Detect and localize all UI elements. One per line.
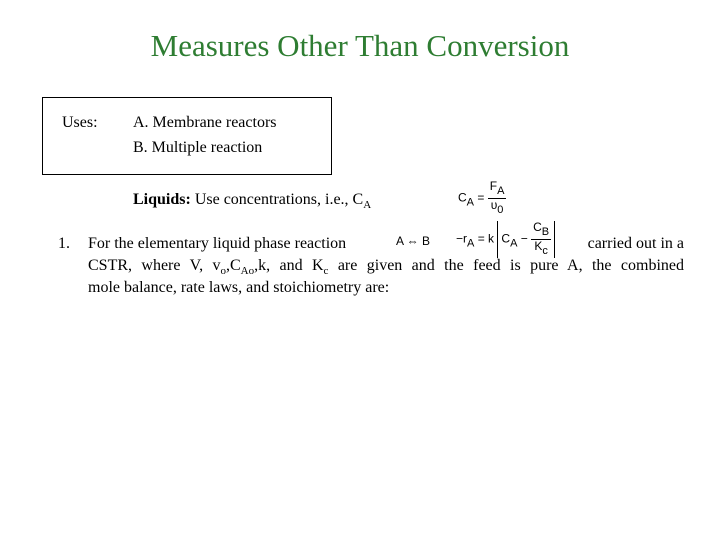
line2-part-c: ,k, and K bbox=[254, 257, 324, 274]
slide-title: Measures Other Than Conversion bbox=[150, 28, 570, 63]
line2-sub-c: c bbox=[323, 265, 329, 277]
rate-num-sub: B bbox=[541, 226, 550, 238]
problem-number: 1. bbox=[58, 235, 70, 252]
rate-fraction bbox=[531, 221, 551, 258]
ca-num: F bbox=[489, 179, 498, 193]
ca-den: υ bbox=[490, 198, 498, 212]
uses-box bbox=[42, 97, 332, 175]
uses-item-multiple: B. Multiple reaction bbox=[133, 139, 263, 156]
rate-equals-k: = k bbox=[477, 231, 495, 246]
problem-line-1-left: For the elementary liquid phase reaction bbox=[88, 235, 347, 252]
line2-part-a: CSTR, where V, v bbox=[88, 257, 221, 274]
ca-lhs-sub: A bbox=[466, 196, 475, 209]
uses-item-membrane: A. Membrane reactors bbox=[133, 114, 277, 131]
rate-ca: C bbox=[501, 231, 511, 246]
line2-part-d: are given and the feed is pure A, the combined bbox=[328, 257, 685, 274]
rate-law-equation bbox=[456, 221, 555, 258]
liquids-label: Liquids: bbox=[133, 191, 191, 208]
problem-line-3: mole balance, rate laws, and stoichiometry are: bbox=[88, 279, 390, 296]
ca-fraction bbox=[488, 180, 507, 217]
rate-ca-sub: A bbox=[510, 237, 518, 250]
rate-den-sub: c bbox=[542, 245, 548, 257]
liquids-text: Use concentrations, i.e., C bbox=[190, 191, 364, 208]
liquids-line bbox=[133, 191, 371, 211]
rate-bracket bbox=[497, 221, 555, 258]
line2-sub-o: o bbox=[220, 265, 226, 277]
concentration-equation bbox=[458, 180, 506, 217]
problem-line-1-right: carried out in a bbox=[587, 235, 684, 252]
ca-den-sub: 0 bbox=[497, 204, 504, 216]
ca-num-sub: A bbox=[497, 185, 505, 197]
rate-num: C bbox=[533, 220, 542, 234]
rate-lhs: −r bbox=[456, 231, 468, 246]
rate-minus: − bbox=[520, 231, 528, 246]
liquids-sub: A bbox=[363, 199, 372, 211]
uses-label: Uses: bbox=[62, 114, 98, 131]
ca-lhs: C bbox=[458, 190, 467, 205]
rate-lhs-sub: A bbox=[467, 237, 475, 250]
reaction-equation: A ⇔ B bbox=[396, 234, 431, 248]
ca-equals: = bbox=[477, 190, 485, 205]
line2-part-b: ,C bbox=[225, 257, 241, 274]
line2-sub-ao: Ao bbox=[240, 265, 255, 277]
rate-den: K bbox=[534, 239, 543, 253]
